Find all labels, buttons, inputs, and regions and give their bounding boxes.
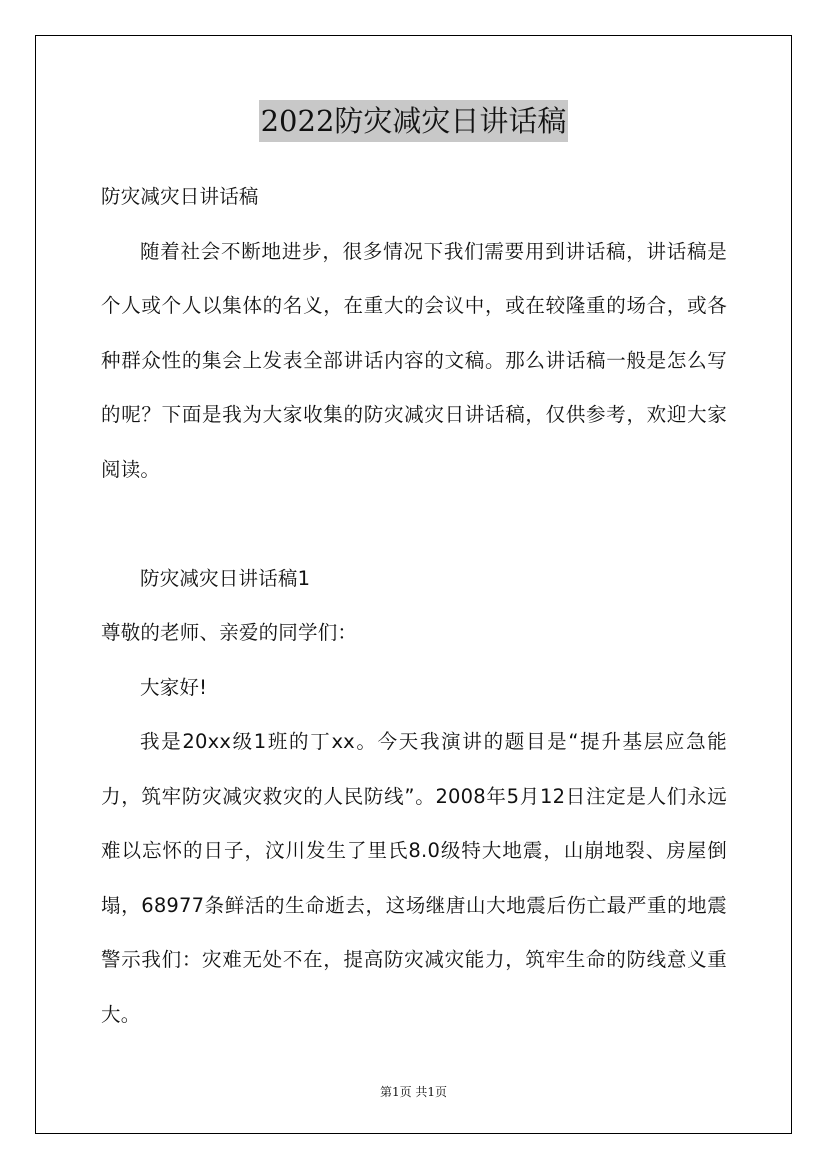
salutation-paragraph: 尊敬的老师、亲爱的同学们： [101, 621, 358, 644]
section-heading: 防灾减灾日讲话稿1 [140, 566, 311, 590]
title-container [0, 100, 827, 142]
speech-body-paragraph: 我是20xx级1班的丁xx。今天我演讲的题目是“提升基层应急能力，筑牢防灾减灾救灾的人民防线”。2008年5月12日注定是人们永远难以忘怀的日子，汶川发生了里氏8.0级特大地震，山崩地裂、房屋倒塌，68977条鲜活的生命逝去，这场继唐山大地震后伤亡最严重的地震警示我们：灾难无处不在，提高防灾减灾能力，筑牢生命的防线意义重大。 [101, 730, 727, 1026]
page-footer: 第1页 共1页 [379, 1085, 448, 1099]
greeting-paragraph: 大家好! [140, 675, 208, 699]
document-title: 2022防灾减灾日讲话稿 [259, 100, 569, 142]
subtitle-paragraph: 防灾减灾日讲话稿 [101, 185, 259, 208]
blank-line [101, 497, 727, 552]
intro-paragraph: 随着社会不断地进步，很多情况下我们需要用到讲话稿，讲话稿是个人或个人以集体的名义，在重大的会议中，或在较隆重的场合，或各种群众性的集会上发表全部讲话内容的文稿。那么讲话稿一般是怎么写的呢？下面是我为大家收集的防灾减灾日讲话稿，仅供参考，欢迎大家阅读。 [101, 239, 727, 481]
document-body [101, 170, 727, 1042]
